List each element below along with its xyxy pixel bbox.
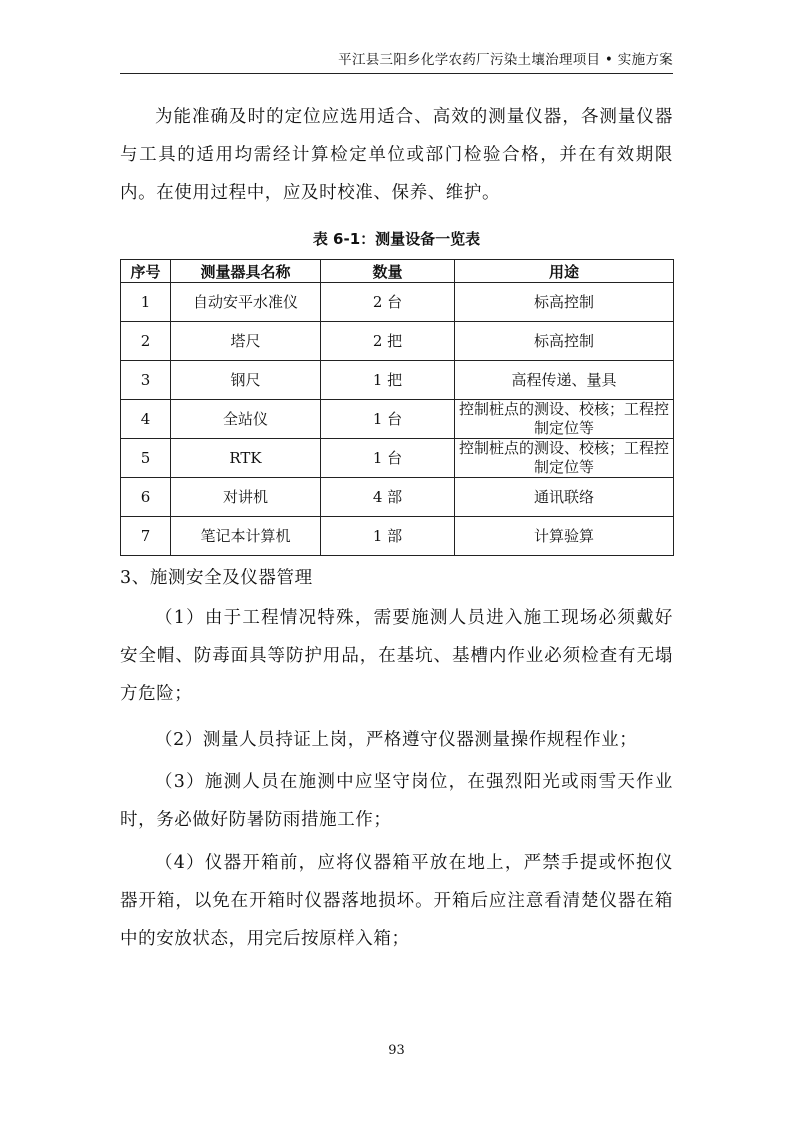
- cell-name: 笔记本计算机: [171, 517, 321, 556]
- table-row: [121, 283, 674, 322]
- cell-purpose: 计算验算: [455, 517, 674, 556]
- cell-name: RTK: [171, 439, 321, 478]
- cell-purpose: 控制桩点的测设、校核；工程控制定位等: [455, 439, 674, 478]
- cell-quantity: 4 部: [321, 478, 455, 517]
- cell-index: 3: [121, 361, 171, 400]
- cell-purpose: 标高控制: [455, 283, 674, 322]
- cell-purpose: 高程传递、量具: [455, 361, 674, 400]
- cell-quantity: 1 把: [321, 361, 455, 400]
- section-item-4: （4）仪器开箱前，应将仪器箱平放在地上，严禁手提或怀抱仪器开箱，以免在开箱时仪器落地损坏。开箱后应注意看清楚仪器在箱中的安放状态，用完后按原样入箱；: [120, 853, 673, 949]
- cell-index: 2: [121, 322, 171, 361]
- cell-index: 5: [121, 439, 171, 478]
- section-item-1: （1）由于工程情况特殊，需要施测人员进入施工现场必须戴好安全帽、防毒面具等防护用品，在基坑、基槽内作业必须检查有无塌方危险；: [120, 608, 673, 704]
- page-number: 93: [388, 1043, 405, 1058]
- cell-index: 4: [121, 400, 171, 439]
- cell-name: 对讲机: [171, 478, 321, 517]
- cell-purpose: 标高控制: [455, 322, 674, 361]
- cell-index: 6: [121, 478, 171, 517]
- cell-name: 自动安平水准仪: [171, 283, 321, 322]
- header-index: 序号: [121, 260, 171, 283]
- header-quantity: 数量: [321, 260, 455, 283]
- table-header-row: [121, 260, 674, 283]
- cell-quantity: 1 台: [321, 439, 455, 478]
- table-row: [121, 478, 674, 517]
- table-row: [121, 361, 674, 400]
- cell-index: 7: [121, 517, 171, 556]
- cell-purpose: 通讯联络: [455, 478, 674, 517]
- cell-purpose: 控制桩点的测设、校核；工程控制定位等: [455, 400, 674, 439]
- cell-quantity: 1 台: [321, 400, 455, 439]
- table-row: [121, 322, 674, 361]
- cell-index: 1: [121, 283, 171, 322]
- section-heading: 3、施测安全及仪器管理: [120, 568, 313, 588]
- page-header: 平江县三阳乡化学农药厂污染土壤治理项目 • 实施方案: [338, 52, 673, 68]
- cell-quantity: 2 把: [321, 322, 455, 361]
- cell-name: 塔尺: [171, 322, 321, 361]
- table-row: [121, 517, 674, 556]
- header-name: 测量器具名称: [171, 260, 321, 283]
- cell-name: 钢尺: [171, 361, 321, 400]
- table-row: [121, 439, 674, 478]
- table-caption: 表 6-1：测量设备一览表: [312, 230, 481, 248]
- header-purpose: 用途: [455, 260, 674, 283]
- cell-quantity: 2 台: [321, 283, 455, 322]
- section-item-3: （3）施测人员在施测中应坚守岗位，在强烈阳光或雨雪天作业时，务必做好防暑防雨措施工作；: [120, 772, 673, 830]
- equipment-table: [120, 259, 674, 556]
- cell-name: 全站仪: [171, 400, 321, 439]
- intro-paragraph: 为能准确及时的定位应选用适合、高效的测量仪器，各测量仪器与工具的适用均需经计算检定单位或部门检验合格，并在有效期限内。在使用过程中，应及时校准、保养、维护。: [120, 107, 673, 203]
- header-rule: [120, 73, 673, 74]
- cell-quantity: 1 部: [321, 517, 455, 556]
- table-row: [121, 400, 674, 439]
- section-item-2: （2）测量人员持证上岗，严格遵守仪器测量操作规程作业；: [155, 730, 638, 750]
